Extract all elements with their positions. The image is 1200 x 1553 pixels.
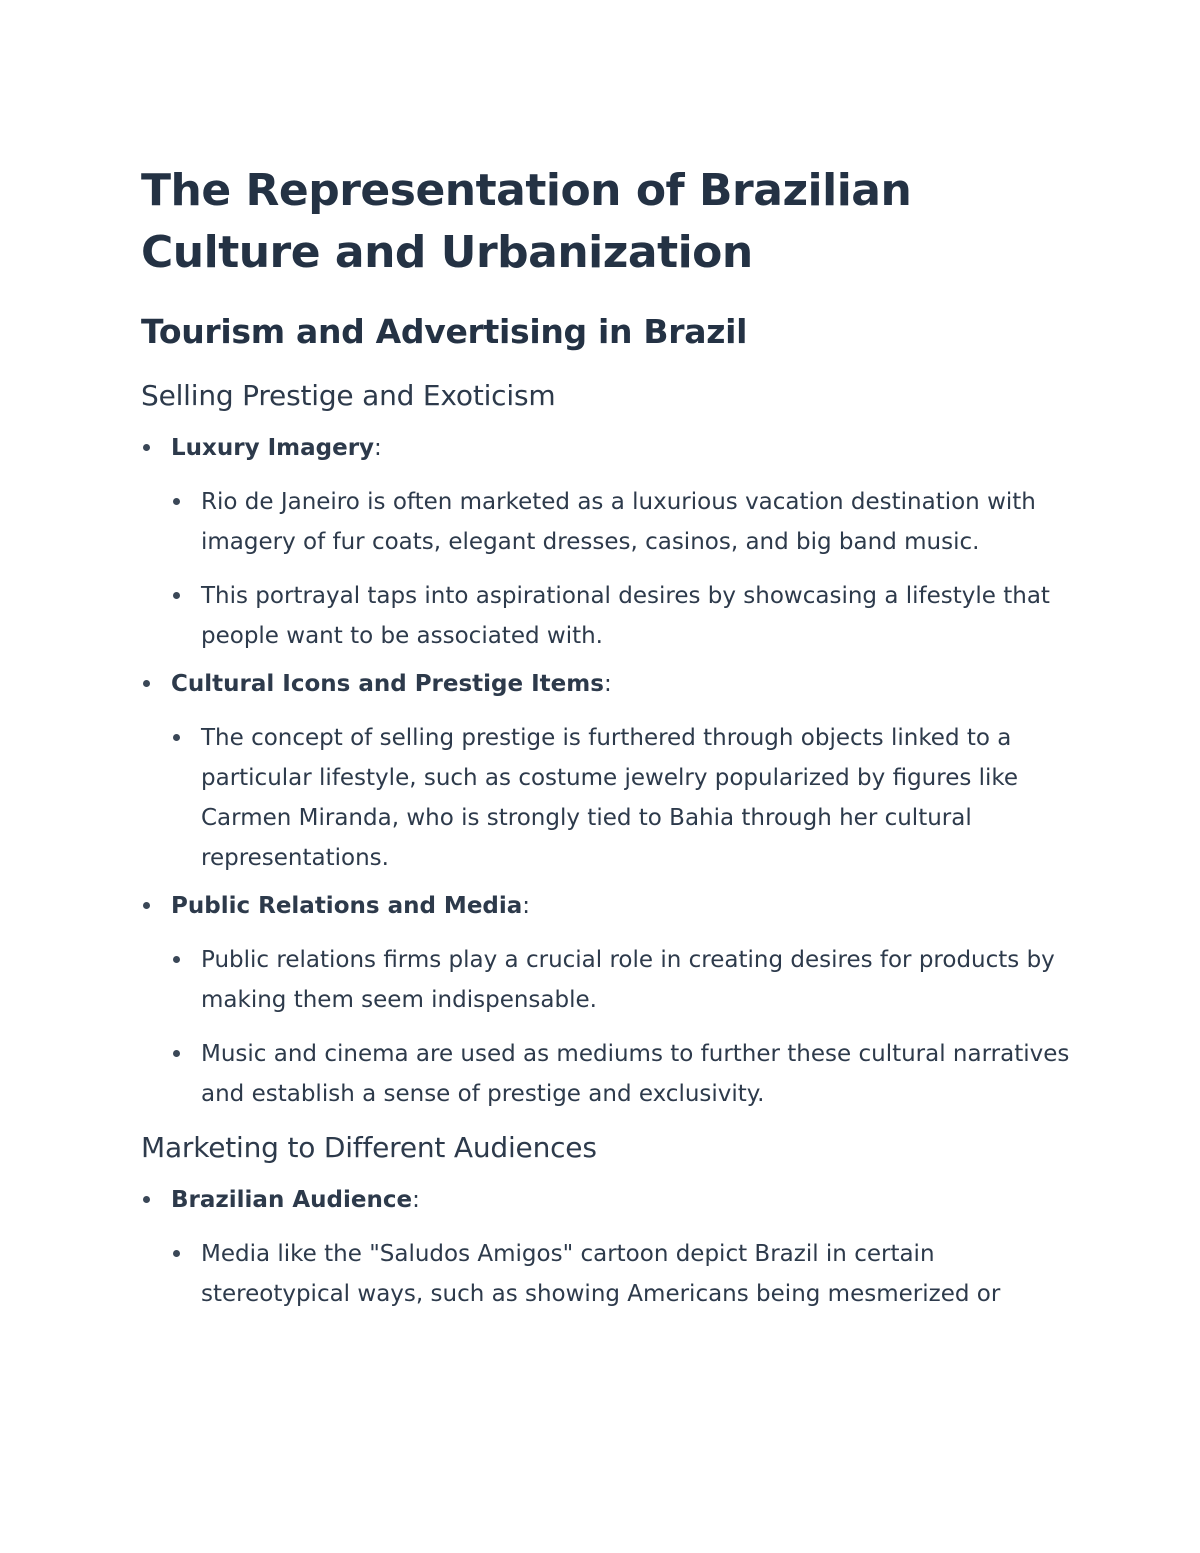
- item-label: Cultural Icons and Prestige Items: [171, 671, 604, 697]
- subsection-heading: Selling Prestige and Exoticism: [141, 379, 556, 412]
- bullet-icon: [173, 1050, 180, 1057]
- sub-bullet-list: [171, 482, 1071, 656]
- bullet-icon: [173, 1250, 180, 1257]
- bullet-icon: [173, 592, 180, 599]
- sub-list-item: [171, 1034, 1071, 1114]
- list-item: [141, 664, 1071, 878]
- sub-item-text: This portrayal taps into aspirational desires by showcasing a lifestyle that people want to be associated with.: [201, 583, 1050, 649]
- item-label-suffix: :: [412, 1187, 420, 1213]
- sub-list-item: [171, 482, 1071, 562]
- section-heading: Tourism and Advertising in Brazil: [141, 312, 748, 351]
- bullet-icon: [173, 956, 180, 963]
- document-title: The Representation of Brazilian Culture and Urbanization: [141, 165, 912, 278]
- item-label: Brazilian Audience: [171, 1187, 413, 1213]
- bullet-icon: [143, 1196, 150, 1203]
- bullet-icon: [143, 680, 150, 687]
- list-item: [141, 1180, 1071, 1314]
- sub-list-item: [171, 1234, 1071, 1314]
- sub-item-text: The concept of selling prestige is furthered through objects linked to a particular lifestyle, such as costume jewelry popularized by figures like Carmen Miranda, who is strongly tied to Bahia through her cultural representations.: [201, 725, 1019, 871]
- bullet-list: [141, 428, 1071, 1114]
- list-item: [141, 428, 1071, 656]
- bullet-icon: [143, 444, 150, 451]
- bullet-icon: [173, 498, 180, 505]
- sub-list-item: [171, 576, 1071, 656]
- sub-bullet-list: [171, 940, 1071, 1114]
- bullet-icon: [173, 734, 180, 741]
- sub-bullet-list: [171, 718, 1071, 878]
- sub-item-text: Media like the "Saludos Amigos" cartoon depict Brazil in certain stereotypical ways, such as showing Americans being mesmerized or: [201, 1241, 1001, 1307]
- item-label: Public Relations and Media: [171, 893, 523, 919]
- item-label-suffix: :: [603, 671, 612, 697]
- sub-list-item: [171, 718, 1071, 878]
- bullet-icon: [143, 902, 150, 909]
- sub-item-text: Music and cinema are used as mediums to further these cultural narratives and establish a sense of prestige and exclusivity.: [201, 1041, 1070, 1107]
- bullet-list: [141, 1180, 1071, 1314]
- document-page: [141, 160, 1071, 1314]
- subsection-heading: Marketing to Different Audiences: [141, 1131, 597, 1164]
- list-item: [141, 886, 1071, 1114]
- item-label-suffix: :: [374, 435, 382, 461]
- sub-bullet-list: [171, 1234, 1071, 1314]
- sub-item-text: Rio de Janeiro is often marketed as a luxurious vacation destination with imagery of fur coats, elegant dresses, casinos, and big band music.: [201, 489, 1036, 555]
- sub-item-text: Public relations firms play a crucial role in creating desires for products by making them seem indispensable.: [201, 947, 1055, 1013]
- item-label: Luxury Imagery: [171, 435, 375, 461]
- sub-list-item: [171, 940, 1071, 1020]
- item-label-suffix: :: [522, 893, 531, 919]
